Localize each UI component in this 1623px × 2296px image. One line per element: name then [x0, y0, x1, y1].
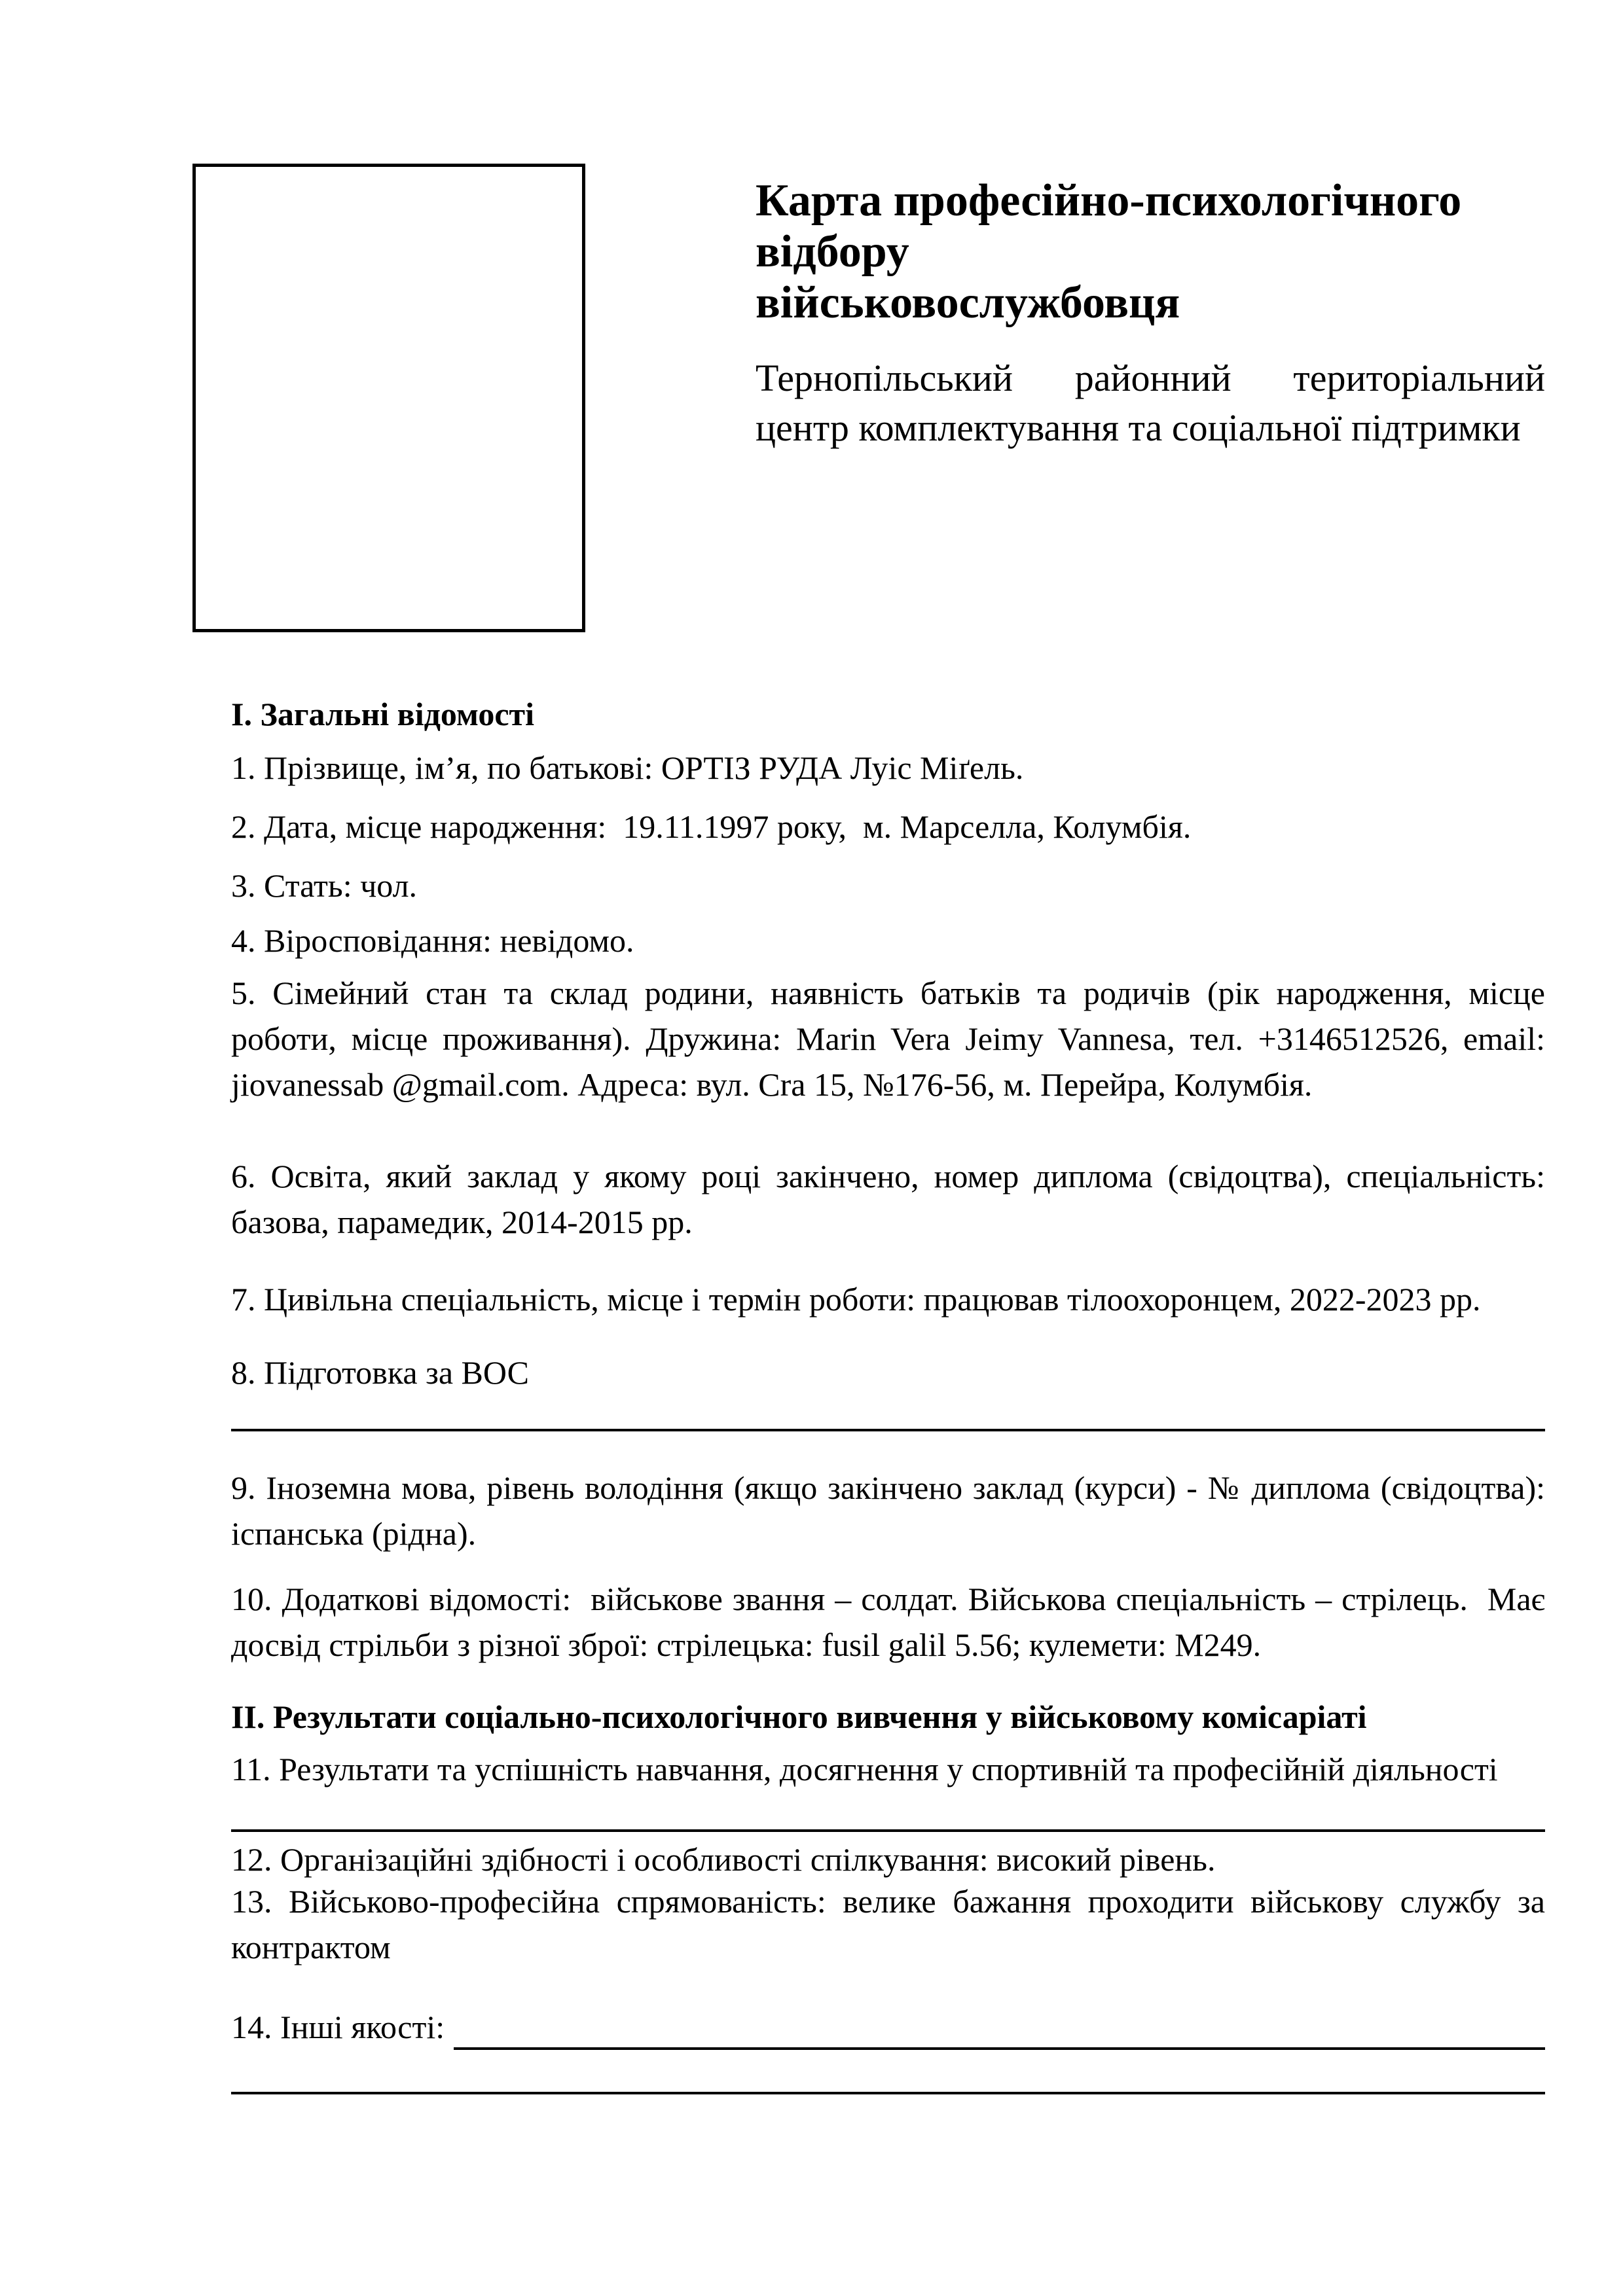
section-1-heading: І. Загальні відомості	[231, 696, 534, 732]
org-name-line-1: Тернопільський районний територіальний	[756, 357, 1545, 399]
document-title-line-2: військовослужбовця	[756, 278, 1180, 328]
photo-placeholder-box	[192, 164, 585, 632]
bottom-fill-line	[231, 2092, 1545, 2094]
item-11-fill-line	[231, 1829, 1545, 1832]
item-12-organizational-skills: 12. Організаційні здібності і особливості спілкування: високий рівень.	[231, 1841, 1216, 1878]
item-8-fill-line	[231, 1429, 1545, 1431]
item-9-foreign-language: 9. Іноземна мова, рівень володіння (якщо закінчено заклад (курси) - № диплома (свідоцтва): іспанська (рідна).	[231, 1469, 1554, 1552]
org-name	[756, 353, 1545, 453]
item-10-additional-info: 10. Додаткові відомості: військове звання – солдат. Військова спеціальність – стрілець. Має досвід стрільби з різної зброї: стрілецька: fusil galil 5.56; кулемети: M249.	[231, 1581, 1554, 1663]
item-2-birth: 2. Дата, місце народження: 19.11.1997 року, м. Марселла, Колумбія.	[231, 808, 1192, 845]
item-14-label: 14. Інші якості:	[231, 2009, 445, 2045]
item-14-fill-line	[454, 2008, 1545, 2050]
item-11-study-results: 11. Результати та успішність навчання, досягнення у спортивній та професійній діяльності	[231, 1751, 1498, 1787]
org-name-line-2: центр комплектування та соціальної підтримки	[756, 406, 1521, 449]
document-title-line-1: Карта професійно-психологічного відбору	[756, 175, 1473, 277]
item-6-education: 6. Освіта, який заклад у якому році закінчено, номер диплома (свідоцтва), спеціальність: базова, парамедик, 2014-2015 рр.	[231, 1158, 1554, 1240]
item-3-sex: 3. Стать: чол.	[231, 867, 418, 904]
item-1-surname: 1. Прізвище, ім’я, по батькові: ОРТІЗ РУДА Луіс Міґель.	[231, 749, 1024, 786]
item-4-religion: 4. Віросповідання: невідомо.	[231, 922, 634, 959]
document-header	[756, 175, 1545, 453]
item-8-vos-training: 8. Підготовка за ВОС	[231, 1354, 529, 1391]
item-13-military-orientation: 13. Військово-професійна спрямованість: велике бажання проходити військову службу за контрактом	[231, 1883, 1554, 1965]
item-7-civil-specialty: 7. Цивільна спеціальність, місце і термін роботи: працював тілоохоронцем, 2022-2023 рр.	[231, 1281, 1481, 1318]
item-14-other-qualities-row	[231, 2004, 1545, 2050]
item-5-family: 5. Сімейний стан та склад родини, наявність батьків та родичів (рік народження, місце роботи, місце проживання). Дружина: Marin Vera Jeimy Vannesa, тел. +3146512526, email: jiovanessab @gmail.com. Адреса: вул. Cra 15, №176-56, м. Перейра, Колумбія.	[231, 975, 1554, 1103]
section-2-heading: ІІ. Результати соціально-психологічного вивчення у військовому комісаріаті	[231, 1698, 1367, 1735]
